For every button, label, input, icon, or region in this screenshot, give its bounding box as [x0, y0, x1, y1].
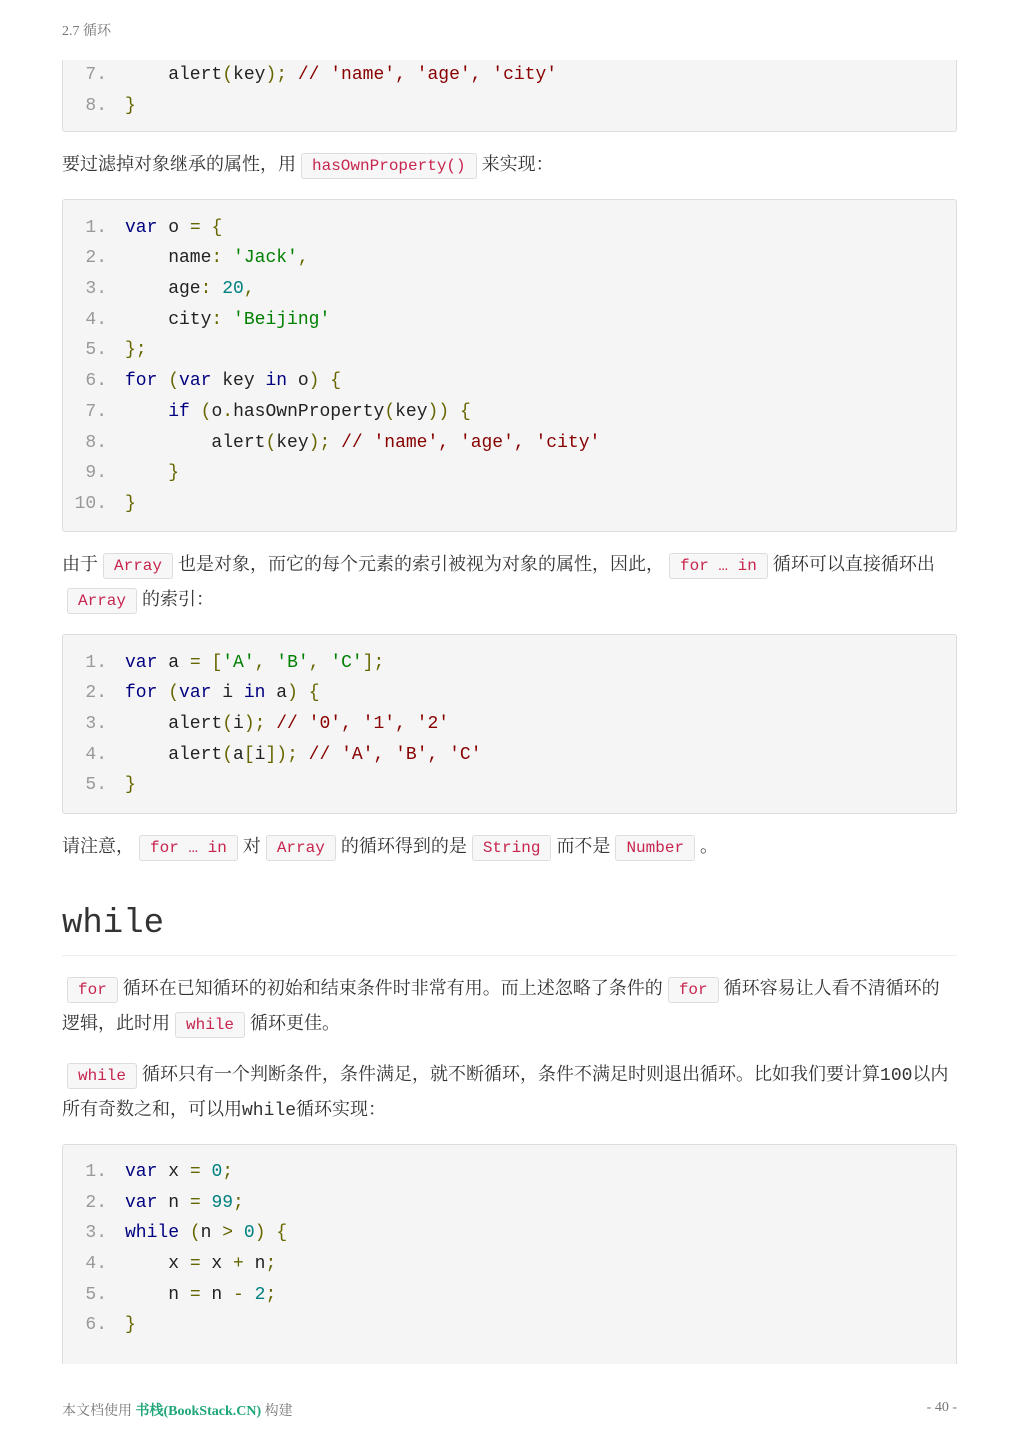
code-line	[63, 1310, 956, 1341]
code-token: alert	[125, 744, 223, 765]
code-token: var	[125, 1192, 158, 1213]
code-line	[63, 458, 956, 489]
text: while	[242, 1100, 297, 1121]
code-block-object-loop	[62, 199, 957, 532]
code-token: [	[243, 744, 255, 765]
code-token: key	[211, 371, 266, 392]
code-text	[107, 1315, 136, 1335]
code-token	[157, 683, 168, 703]
line-number: 6.	[85, 1315, 107, 1336]
code-token: a	[157, 652, 190, 673]
code-token: (	[200, 401, 212, 422]
line-number: 7.	[85, 401, 107, 422]
code-token: a	[233, 744, 244, 765]
line-number: 3.	[85, 713, 107, 734]
code-token: }	[125, 1315, 136, 1336]
code-block-continued	[62, 60, 957, 132]
code-token: [	[211, 652, 223, 673]
text: 对	[242, 835, 261, 857]
text: 循环容易让人看不清循环的逻辑，此时用	[62, 977, 940, 1034]
paragraph-array-index	[62, 548, 957, 618]
page-number: - 40 -	[926, 1400, 957, 1415]
inline-code: hasOwnProperty()	[301, 153, 477, 179]
code-token: (	[222, 713, 234, 734]
footer-credit	[62, 1400, 293, 1420]
code-token: >	[222, 1223, 234, 1244]
line-number: 5.	[85, 1284, 107, 1305]
code-token: );	[265, 65, 288, 86]
code-line	[63, 1157, 956, 1188]
code-token: {	[211, 217, 223, 238]
line-number: 5.	[85, 775, 107, 796]
code-token	[298, 683, 309, 703]
code-token: i	[233, 713, 244, 734]
code-token: var	[125, 652, 158, 673]
code-token: ,	[254, 652, 266, 673]
code-token: // 'name', 'age', 'city'	[330, 432, 601, 453]
code-text	[107, 653, 384, 673]
code-token	[201, 1193, 212, 1213]
code-token: :	[211, 309, 223, 330]
code-text	[107, 463, 179, 483]
code-line	[63, 1249, 956, 1280]
code-token: in	[243, 683, 266, 704]
code-token: ,	[243, 279, 255, 300]
code-token: ;	[265, 1254, 277, 1275]
code-token: in	[265, 371, 288, 392]
code-line	[63, 1218, 956, 1249]
code-token: =	[189, 1162, 201, 1183]
code-token	[190, 402, 201, 422]
code-token: }	[125, 775, 136, 796]
code-token: 20	[222, 279, 244, 300]
code-token: n	[125, 1284, 190, 1305]
code-line	[63, 335, 956, 366]
code-text	[107, 279, 255, 299]
code-text	[107, 1254, 276, 1274]
code-token: ;	[233, 1192, 244, 1213]
code-token: )	[254, 1223, 266, 1244]
inline-code: Number	[615, 835, 695, 861]
code-token: }	[125, 96, 136, 117]
code-token: =	[189, 217, 201, 238]
code-token	[233, 1223, 244, 1243]
code-token: var	[179, 371, 212, 392]
code-token: {	[276, 1223, 288, 1244]
page-content	[62, 60, 957, 1364]
code-text	[107, 433, 600, 453]
text: 循环只有一个判断条件，条件满足，就不断循环，条件不满足时则退出循环。比如我们要计算	[142, 1063, 881, 1085]
code-token: // 'name', 'age', 'city'	[287, 65, 558, 86]
text: 以内所有奇数之和，可以用	[62, 1063, 949, 1120]
code-text	[107, 683, 320, 703]
code-token: hasOwnProperty	[233, 401, 385, 422]
code-token: 'Jack'	[233, 248, 298, 269]
inline-code: Array	[266, 835, 336, 861]
code-token: (	[265, 432, 277, 453]
line-number: 2.	[85, 683, 107, 704]
inline-code: for	[67, 977, 118, 1003]
code-token: ];	[362, 652, 385, 673]
code-token: ))	[427, 401, 450, 422]
code-line	[63, 212, 956, 243]
code-token: );	[243, 713, 266, 734]
code-text	[107, 745, 482, 765]
code-token: ;	[265, 1284, 277, 1305]
code-token: 99	[211, 1192, 234, 1213]
code-line	[63, 678, 956, 709]
code-token: :	[200, 279, 212, 300]
section-heading-while: while	[62, 887, 957, 956]
code-token: =	[189, 1192, 201, 1213]
code-token	[125, 463, 168, 483]
code-token: =	[189, 1254, 201, 1275]
code-block-while-loop	[62, 1144, 957, 1364]
code-line	[63, 366, 956, 397]
line-number: 8.	[85, 432, 107, 453]
code-text	[107, 1285, 276, 1305]
text: 来实现：	[481, 154, 554, 176]
code-token: +	[233, 1254, 244, 1275]
line-number: 10.	[74, 493, 107, 514]
line-number: 1.	[85, 652, 107, 673]
code-text	[107, 402, 471, 422]
paragraph-note	[62, 830, 957, 865]
line-number: 4.	[85, 309, 107, 330]
text: 也是对象，而它的每个元素的索引被视为对象的属性，因此，	[178, 554, 665, 576]
code-token: }	[168, 463, 180, 484]
code-block-array-loop	[62, 634, 957, 813]
code-token: city	[125, 309, 212, 330]
code-token: x	[157, 1162, 190, 1183]
code-token	[319, 371, 330, 391]
code-token: for	[125, 371, 158, 392]
inline-code: for … in	[669, 553, 768, 579]
text: 的索引：	[142, 589, 215, 611]
text: 构建	[264, 1404, 293, 1419]
code-token: key	[276, 432, 309, 453]
code-text	[107, 494, 136, 514]
code-token: 0	[243, 1223, 255, 1244]
code-token	[211, 279, 222, 299]
code-token: {	[308, 683, 320, 704]
code-token: o	[211, 401, 223, 422]
text: 要过滤掉对象继承的属性，用	[62, 154, 296, 176]
code-token	[201, 1162, 212, 1182]
code-token: 'Beijing'	[233, 309, 331, 330]
code-line	[63, 427, 956, 458]
page-footer	[62, 1400, 957, 1420]
code-token: n	[157, 1192, 190, 1213]
paragraph-while-intro	[62, 972, 957, 1042]
line-number: 1.	[85, 1162, 107, 1183]
code-line	[63, 60, 956, 91]
code-token: ,	[297, 248, 309, 269]
code-token: {	[459, 401, 471, 422]
code-token: // '0', '1', '2'	[265, 713, 450, 734]
code-token: ]);	[265, 744, 298, 765]
code-token: var	[125, 217, 158, 238]
code-token: (	[189, 1223, 201, 1244]
code-line	[63, 709, 956, 740]
code-token	[266, 1223, 277, 1243]
code-token: age	[125, 279, 201, 300]
paragraph-hasownproperty	[62, 148, 957, 183]
code-token	[125, 402, 168, 422]
code-line	[63, 739, 956, 770]
code-text	[107, 1193, 244, 1213]
code-token	[179, 1223, 190, 1243]
code-token: };	[125, 340, 147, 361]
code-token: (	[222, 744, 234, 765]
code-token: x	[200, 1254, 234, 1275]
code-token	[201, 218, 212, 238]
code-text	[107, 65, 557, 85]
inline-code: String	[472, 835, 552, 861]
code-token: }	[125, 493, 136, 514]
text: 而不是	[556, 835, 611, 857]
code-token: 2	[254, 1284, 266, 1305]
code-token: for	[125, 683, 158, 704]
text: 100	[880, 1065, 913, 1086]
brand-link[interactable]: 书栈(BookStack.CN)	[135, 1404, 262, 1419]
code-token: o	[287, 371, 309, 392]
inline-code: Array	[103, 553, 173, 579]
running-header: 2.7 循环	[62, 24, 111, 39]
code-token: n	[200, 1284, 234, 1305]
code-text	[107, 218, 222, 238]
text: 由于	[62, 554, 98, 576]
code-token: i	[254, 744, 266, 765]
code-line	[63, 274, 956, 305]
code-token: .	[222, 401, 234, 422]
code-token: n	[200, 1223, 223, 1244]
code-text	[107, 775, 136, 795]
code-line	[63, 243, 956, 274]
code-text	[107, 248, 309, 268]
code-text	[107, 371, 341, 391]
code-token: i	[211, 683, 244, 704]
code-token: alert	[125, 432, 266, 453]
inline-code: for … in	[139, 835, 238, 861]
code-token: =	[189, 652, 201, 673]
code-token: (	[168, 371, 180, 392]
code-token	[265, 653, 276, 673]
text: 的循环得到的是	[340, 835, 467, 857]
code-token: )	[287, 683, 298, 704]
code-token: (	[222, 65, 234, 86]
code-token	[449, 402, 460, 422]
code-token: // 'A', 'B', 'C'	[297, 744, 482, 765]
inline-code: Array	[67, 588, 137, 614]
code-token: {	[330, 371, 342, 392]
code-line	[63, 304, 956, 335]
line-number: 3.	[85, 1223, 107, 1244]
code-text	[107, 310, 330, 330]
line-number: 8.	[85, 96, 107, 117]
line-number: 3.	[85, 279, 107, 300]
code-token: ;	[222, 1162, 234, 1183]
code-token: (	[168, 683, 180, 704]
line-number: 5.	[85, 340, 107, 361]
text: 循环实现：	[296, 1098, 387, 1120]
code-token: o	[157, 217, 190, 238]
code-token	[201, 653, 212, 673]
code-token: 'B'	[276, 652, 309, 673]
code-token: var	[125, 1162, 158, 1183]
line-number: 4.	[85, 744, 107, 765]
inline-code: while	[175, 1012, 245, 1038]
code-line	[63, 647, 956, 678]
code-token: =	[189, 1284, 201, 1305]
text: 循环在已知循环的初始和结束条件时非常有用。而上述忽略了条件的	[122, 977, 663, 999]
text: 请注意，	[62, 835, 134, 857]
code-text	[107, 1162, 233, 1182]
code-token: 'C'	[330, 652, 363, 673]
code-token: )	[308, 371, 320, 392]
code-token: alert	[125, 65, 223, 86]
code-token: var	[179, 683, 212, 704]
line-number: 2.	[85, 1192, 107, 1213]
text: 循环更佳。	[250, 1012, 341, 1034]
code-line	[63, 1279, 956, 1310]
code-token: ,	[308, 652, 320, 673]
code-line	[63, 1187, 956, 1218]
code-token: x	[125, 1254, 190, 1275]
text: 。	[700, 835, 719, 857]
code-token: a	[265, 683, 288, 704]
line-number: 7.	[85, 65, 107, 86]
code-token: name	[125, 248, 212, 269]
code-token: n	[243, 1254, 266, 1275]
code-token: :	[211, 248, 223, 269]
code-text	[107, 96, 136, 116]
line-number: 2.	[85, 248, 107, 269]
code-token	[157, 371, 168, 391]
code-token: if	[168, 401, 190, 422]
code-token: -	[233, 1284, 244, 1305]
code-token: 0	[211, 1162, 223, 1183]
code-text	[107, 340, 147, 360]
line-number: 1.	[85, 217, 107, 238]
code-token: key	[395, 401, 428, 422]
inline-code: while	[67, 1063, 137, 1089]
code-text	[107, 714, 449, 734]
code-token: );	[308, 432, 331, 453]
line-number: 4.	[85, 1254, 107, 1275]
code-token	[222, 310, 233, 330]
text: 本文档使用	[62, 1404, 132, 1419]
code-token: key	[233, 65, 266, 86]
code-token: (	[384, 401, 396, 422]
code-line	[63, 397, 956, 428]
code-token	[222, 248, 233, 268]
text: 循环可以直接循环出	[772, 554, 935, 576]
line-number: 6.	[85, 371, 107, 392]
code-line	[63, 770, 956, 801]
inline-code: for	[668, 977, 719, 1003]
code-token: alert	[125, 713, 223, 734]
code-token: 'A'	[222, 652, 255, 673]
code-text	[107, 1223, 287, 1243]
code-line	[63, 91, 956, 122]
code-token	[320, 653, 331, 673]
line-number: 9.	[85, 463, 107, 484]
code-token	[244, 1285, 255, 1305]
paragraph-while-desc	[62, 1058, 957, 1128]
code-line	[63, 489, 956, 520]
code-token: while	[125, 1223, 180, 1244]
